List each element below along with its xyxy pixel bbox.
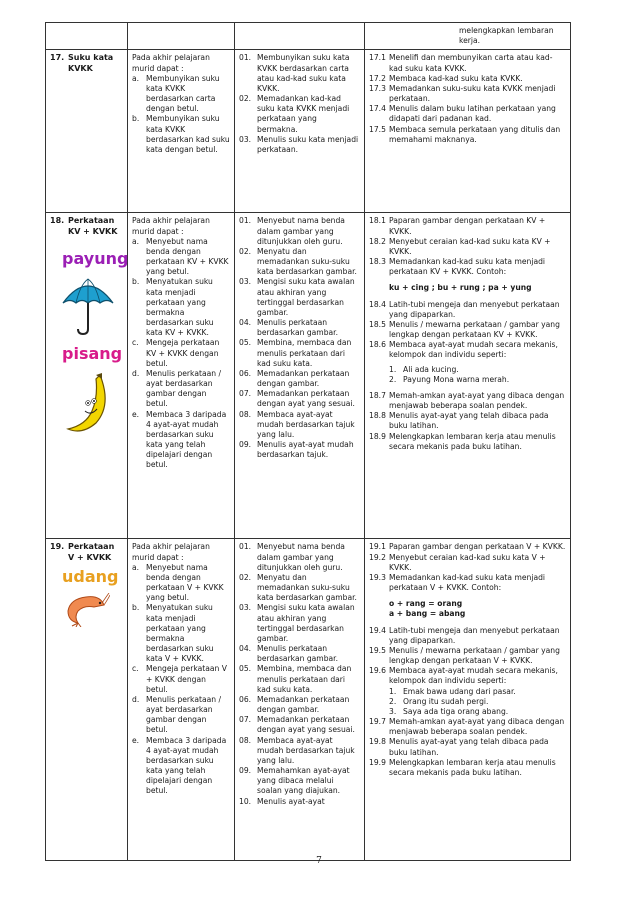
topic-title: 19. Perkataan V + KVKK — [50, 542, 115, 563]
item-number: 19.7 — [369, 717, 386, 727]
item-number: 04. — [239, 644, 252, 654]
list-item — [239, 94, 360, 135]
list-item — [132, 410, 230, 471]
item-number: 3. — [389, 706, 397, 716]
list-item — [389, 687, 566, 697]
item-text: Menulis suku kata menjadi perkataan. — [257, 134, 359, 154]
item-text: Membina, membaca dan menulis perkataan dari kad suku kata. — [257, 338, 352, 368]
list-item — [369, 391, 566, 411]
list-item — [239, 369, 360, 389]
activities-list — [369, 53, 566, 145]
item-number: 19.6 — [369, 666, 386, 676]
item-number: 17.4 — [369, 104, 386, 114]
item-number: 10. — [239, 796, 252, 806]
list-item — [239, 440, 360, 460]
list-item — [369, 758, 566, 778]
item-number: 01. — [239, 53, 252, 63]
list-item — [239, 644, 360, 664]
item-text: Menyatukan suku kata menjadi perkataan yang bermakna berdasarkan suku kata KV + KVKK. — [146, 277, 214, 338]
activities-list — [369, 717, 566, 778]
item-text: Latih-tubi mengeja dan menyebut perkataan yang dipaparkan. — [389, 625, 560, 645]
banana-icon — [60, 371, 116, 435]
item-text: Menelifi dan membunyikan carta atau kad-kad suku kata KVKK. — [389, 53, 553, 73]
item-text: Paparan gambar dengan perkataan KV + KVKK. — [389, 216, 546, 236]
item-text: Membunyikan suku kata KVKK berdasarkan kad suku kata dengan betul. — [146, 114, 230, 154]
list-item — [239, 664, 360, 695]
list-item — [239, 542, 360, 573]
list-item — [132, 277, 230, 338]
page-number: 7 — [316, 856, 322, 866]
list-item — [132, 114, 230, 155]
list-item — [132, 736, 230, 797]
item-text: Menyebut nama benda dengan perkataan KV + KVKK yang betul. — [146, 236, 229, 277]
item-text: Melengkapkan lembaran kerja atau menulis secara mekanis pada buku latihan. — [389, 757, 556, 777]
list-item — [239, 410, 360, 441]
list-item — [132, 695, 230, 736]
item-number: 08. — [239, 409, 252, 419]
item-number: 18.5 — [369, 319, 386, 329]
outcomes-list — [239, 216, 360, 460]
item-text: Menulis / mewarna perkataan / gambar yang lengkap dengan perkataan KV + KVKK. — [389, 319, 560, 340]
item-text: Menulis / mewarna perkataan / gambar yang lengkap dengan perkataan V + KVKK. — [389, 645, 560, 666]
list-item — [369, 53, 566, 73]
item-number: d. — [132, 694, 140, 704]
item-text: Menyatukan suku kata menjadi perkataan yang bermakna berdasarkan suku kata V + KVKK. — [146, 603, 214, 664]
list-item — [239, 216, 360, 247]
item-number: a. — [132, 562, 140, 572]
item-number: d. — [132, 368, 140, 378]
list-item — [239, 277, 360, 318]
item-text: Menulis dalam buku latihan perkataan yang didapati dari padanan kad. — [389, 104, 556, 124]
item-text: Menulis ayat-ayat yang telah dibaca pada buku latihan. — [389, 411, 549, 431]
list-item — [239, 573, 360, 604]
item-number: 19.4 — [369, 625, 386, 635]
item-number: b. — [132, 603, 140, 613]
item-number: 1. — [389, 364, 397, 374]
list-item — [369, 216, 566, 236]
list-item — [369, 340, 566, 360]
item-text: Menyebut nama benda dengan perkataan V + KVKK yang betul. — [146, 562, 224, 603]
item-text: Menulis perkataan berdasarkan gambar. — [257, 644, 339, 664]
item-text: Menyatu dan memadankan suku-suku kata berdasarkan gambar. — [257, 246, 357, 277]
example-list — [389, 687, 566, 718]
item-number: 18.7 — [369, 390, 386, 400]
item-number: 03. — [239, 603, 252, 613]
item-number: 01. — [239, 216, 252, 226]
item-text: Memadankan suku-suku kata KVKK menjadi perkataan. — [389, 83, 556, 104]
list-item — [369, 666, 566, 686]
item-text: Memadankan kad-kad suku kata KVKK menjadi perkataan yang bermakna. — [257, 94, 350, 134]
item-number: e. — [132, 735, 140, 745]
list-item — [369, 573, 566, 593]
item-number: 05. — [239, 338, 252, 348]
item-number: 1. — [389, 686, 397, 696]
list-item — [239, 715, 360, 735]
item-number: 08. — [239, 735, 252, 745]
item-text: Melengkapkan lembaran kerja atau menulis secara mekanis pada buku latihan. — [389, 431, 556, 451]
list-item — [369, 737, 566, 757]
item-text: Memah-amkan ayat-ayat yang dibaca dengan menjawab beberapa soalan pendek. — [389, 717, 565, 737]
item-text: Menyebut ceraian kad-kad suku kata KV + KVKK. — [389, 236, 551, 256]
item-text: Membaca ayat-ayat mudah secara mekanis, kelompok dan individu seperti: — [389, 666, 558, 686]
item-text: Menulis ayat-ayat yang telah dibaca pada buku latihan. — [389, 737, 549, 757]
item-text: Menyebut ceraian kad-kad suku kata V + KVKK. — [389, 552, 546, 572]
objective-intro: Pada akhir pelajaran murid dapat : — [132, 542, 210, 562]
item-number: 17.5 — [369, 124, 386, 134]
item-text: Orang itu sudah pergi. — [403, 696, 489, 706]
item-text: Menyatu dan memadankan suku-suku kata berdasarkan gambar. — [257, 572, 357, 603]
item-text: Paparan gambar dengan perkataan V + KVKK. — [389, 542, 566, 552]
item-number: 18.2 — [369, 236, 386, 246]
item-text: Ali ada kucing. — [403, 364, 459, 374]
formula: o + rang = orang — [389, 599, 463, 609]
item-text: Menulis ayat-ayat — [257, 796, 325, 806]
item-number: b. — [132, 277, 140, 287]
item-number: 07. — [239, 715, 252, 725]
item-number: c. — [132, 664, 139, 674]
item-text: Membaca kad-kad suku kata KVKK. — [389, 73, 523, 83]
list-item — [239, 53, 360, 94]
list-item — [239, 766, 360, 797]
item-number: 18.1 — [369, 216, 386, 226]
list-item — [369, 320, 566, 340]
item-number: 03. — [239, 277, 252, 287]
list-item — [389, 375, 566, 385]
item-number: 02. — [239, 246, 252, 256]
item-text: Menulis ayat-ayat mudah berdasarkan tajuk. — [257, 440, 354, 460]
list-item — [239, 695, 360, 715]
list-item — [369, 84, 566, 104]
list-item — [239, 389, 360, 409]
list-item — [369, 104, 566, 124]
item-number: 19.3 — [369, 572, 386, 582]
item-number: a. — [132, 73, 140, 83]
item-number: 17.3 — [369, 83, 386, 93]
table-row — [46, 213, 571, 539]
item-text: Menulis perkataan berdasarkan gambar. — [257, 318, 339, 338]
item-number: 17.2 — [369, 73, 386, 83]
item-text: Menulis perkataan / ayat berdasarkan gambar dengan betul. — [146, 694, 222, 735]
objectives-list — [132, 237, 230, 471]
list-item — [369, 626, 566, 646]
item-text: Membaca 3 daripada 4 ayat-ayat mudah berdasarkan suku kata yang telah dipelajari dengan betul. — [146, 735, 227, 796]
item-text: Emak bawa udang dari pasar. — [403, 686, 516, 696]
list-item — [132, 664, 230, 695]
formula: a + bang = abang — [389, 609, 466, 619]
table-row — [46, 50, 571, 213]
list-item — [132, 74, 230, 115]
list-item — [132, 369, 230, 410]
shrimp-icon — [60, 593, 110, 627]
item-text: Membaca ayat-ayat mudah secara mekanis, kelompok dan individu seperti: — [389, 340, 558, 360]
item-number: c. — [132, 338, 139, 348]
list-item — [239, 318, 360, 338]
item-text: Menulis perkataan / ayat berdasarkan gambar dengan betul. — [146, 368, 222, 409]
item-text: Memadankan kad-kad suku kata menjadi perkataan KV + KVKK. Contoh: — [389, 257, 546, 277]
item-number: 02. — [239, 572, 252, 582]
item-text: Mengeja perkataan V + KVKK dengan betul. — [146, 664, 227, 694]
syllabus-table — [45, 22, 571, 861]
item-text: Memadankan perkataan dengan ayat yang sesuai. — [257, 715, 355, 735]
item-number: 17.1 — [369, 53, 386, 63]
item-number: 02. — [239, 94, 252, 104]
item-number: 04. — [239, 318, 252, 328]
item-number: 18.6 — [369, 340, 386, 350]
item-text: Menyebut nama benda dalam gambar yang ditunjukkan oleh guru. — [257, 216, 345, 246]
item-text: Memadankan perkataan dengan gambar. — [257, 368, 350, 389]
list-item — [369, 300, 566, 320]
item-number: 05. — [239, 664, 252, 674]
item-text: Memadankan perkataan dengan gambar. — [257, 694, 350, 715]
item-number: 06. — [239, 694, 252, 704]
objectives-list — [132, 563, 230, 797]
list-item — [239, 797, 360, 807]
activities-list — [369, 216, 566, 277]
item-text: Mengisi suku kata awalan atau akhiran yang tertinggal berdasarkan gambar. — [257, 603, 355, 643]
item-text: Membaca semula perkataan yang ditulis dan memahami maknanya. — [389, 124, 561, 144]
list-item — [132, 563, 230, 604]
item-text: Membunyikan suku kata KVKK berdasarkan carta dengan betul. — [146, 73, 220, 114]
item-number: e. — [132, 409, 140, 419]
item-number: 19.8 — [369, 737, 386, 747]
list-item — [369, 125, 566, 145]
list-item — [369, 542, 566, 552]
word-udang: udang — [62, 566, 119, 586]
item-text: Membina, membaca dan menulis perkataan dari kad suku kata. — [257, 664, 352, 694]
table-row — [46, 23, 571, 50]
objective-intro: Pada akhir pelajaran murid dapat : — [132, 216, 210, 236]
list-item — [389, 707, 566, 717]
item-text: Memadankan perkataan dengan ayat yang sesuai. — [257, 389, 355, 409]
list-item — [132, 603, 230, 664]
table-row — [46, 539, 571, 861]
item-number: 2. — [389, 374, 397, 384]
item-text: Memah-amkan ayat-ayat yang dibaca dengan menjawab beberapa soalan pendek. — [389, 390, 565, 411]
word-payung: payung — [62, 248, 129, 268]
outcomes-list — [239, 53, 360, 155]
item-number: 01. — [239, 542, 252, 552]
item-number: a. — [132, 236, 140, 246]
item-number: b. — [132, 114, 140, 124]
item-text: Menyebut nama benda dalam gambar yang ditunjukkan oleh guru. — [257, 542, 345, 572]
list-item — [369, 411, 566, 431]
umbrella-icon — [60, 275, 116, 337]
item-number: 19.1 — [369, 542, 386, 552]
item-number: 18.9 — [369, 431, 386, 441]
item-number: 09. — [239, 440, 252, 450]
objectives-list — [132, 74, 230, 155]
item-text: Saya ada tiga orang abang. — [403, 706, 509, 716]
list-item — [369, 553, 566, 573]
objective-intro: Pada akhir pelajaran murid dapat : — [132, 53, 210, 73]
item-text: Memahamkan ayat-ayat yang dibaca melalui soalan yang diajukan. — [257, 766, 350, 796]
example-list — [389, 365, 566, 385]
item-number: 19.9 — [369, 757, 386, 767]
item-text: Mengisi suku kata awalan atau akhiran yang tertinggal berdasarkan gambar. — [257, 277, 355, 317]
activities-list — [369, 300, 566, 361]
list-item — [389, 697, 566, 707]
item-text: Payung Mona warna merah. — [403, 374, 510, 384]
list-item — [239, 338, 360, 369]
item-text: Membunyikan suku kata KVKK berdasarkan carta atau kad-kad suku kata KVKK. — [257, 53, 350, 93]
cell-text: melengkapkan lembaran kerja. — [459, 26, 554, 46]
list-item — [239, 603, 360, 644]
item-number: 18.4 — [369, 299, 386, 309]
list-item — [369, 646, 566, 666]
list-item — [132, 338, 230, 369]
list-item — [239, 247, 360, 278]
activities-list — [369, 391, 566, 452]
item-number: 06. — [239, 368, 252, 378]
list-item — [369, 717, 566, 737]
item-number: 2. — [389, 696, 397, 706]
item-number: 03. — [239, 134, 252, 144]
item-text: Membaca 3 daripada 4 ayat-ayat mudah berdasarkan suku kata yang telah dipelajari dengan betul. — [146, 409, 227, 470]
item-text: Mengeja perkataan KV + KVKK dengan betul. — [146, 338, 220, 368]
list-item — [369, 237, 566, 257]
list-item — [369, 257, 566, 277]
list-item — [369, 432, 566, 452]
list-item — [369, 74, 566, 84]
list-item — [132, 237, 230, 278]
item-text: Membaca ayat-ayat mudah berdasarkan tajuk yang lalu. — [257, 409, 355, 439]
item-text: Memadankan kad-kad suku kata menjadi perkataan V + KVKK. Contoh: — [389, 572, 546, 593]
item-number: 18.8 — [369, 411, 386, 421]
activities-list — [369, 626, 566, 687]
item-number: 19.2 — [369, 552, 386, 562]
list-item — [239, 736, 360, 767]
list-item — [239, 135, 360, 155]
list-item — [389, 365, 566, 375]
outcomes-list — [239, 542, 360, 806]
item-number: 18.3 — [369, 257, 386, 267]
topic-title: 18. Perkataan KV + KVKK — [50, 216, 118, 237]
item-number: 19.5 — [369, 645, 386, 655]
item-text: Membaca ayat-ayat mudah berdasarkan tajuk yang lalu. — [257, 735, 355, 765]
activities-list — [369, 542, 566, 593]
word-pisang: pisang — [62, 344, 123, 364]
item-text: Latih-tubi mengeja dan menyebut perkataan yang dipaparkan. — [389, 299, 560, 319]
item-number: 07. — [239, 389, 252, 399]
topic-title: 17. Suku kata KVKK — [50, 53, 114, 74]
item-number: 09. — [239, 766, 252, 776]
formula: ku + cing ; bu + rung ; pa + yung — [389, 283, 532, 293]
